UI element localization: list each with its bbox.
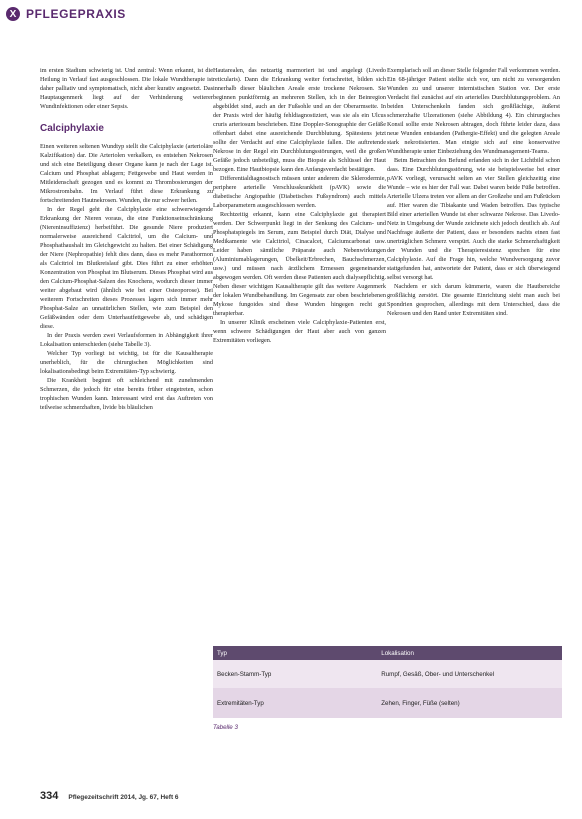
paragraph: Welcher Typ vorliegt ist wichtig, ist für die Kausaltherapie unerheblich, für die chirurgischen Möglichkeiten sind lokalisationsbedingt beim Extremitäten-Typ schwierig. (40, 350, 213, 375)
paragraph: In der Praxis werden zwei Verlaufsformen in Abhängigkeit ihrer Lokalisation unterschieden (siehe Tabelle 3). (40, 332, 213, 348)
section-heading: Calciphylaxie (40, 123, 104, 134)
table-cell: Rumpf, Gesäß, Ober- und Unterschenkel (381, 670, 495, 678)
paragraph: Nachdem er sich darum kümmerte, waren die Hautbereiche großflächig zerstört. Die gesamte Einrichtung sieht man auch bei Spondrien gesprochen, allerdings mit dem Unterschied, dass die Nekrosen und den Rand unter Extremitäten sind. (387, 283, 560, 317)
table-3 (213, 646, 562, 731)
table-row (213, 688, 562, 718)
paragraph: im ersten Stadium schwierig ist. Und zentral: Wenn erkannt, ist die Heilung in Verlauf fast ausgeschlossen. Die lokale Wundtherapie ist daher palliativ und symptomatisch, nicht aber kurativ angesetzt. Das Hauptaugenmerk liegt auf der Verhinderung weiterer Wundinfektionen oder einer Sepsis. (40, 67, 213, 110)
text-column-1 (40, 66, 213, 412)
table-cell: Extremitäten-Typ (217, 699, 264, 707)
journal-logo-icon: X (6, 7, 20, 21)
table-caption: Tabelle 3 (213, 724, 238, 731)
running-header (6, 6, 126, 22)
section-title: PFLEGEPRAXIS (26, 7, 126, 21)
paragraph: Einen weiteren seltenen Wundtyp stellt die Calciphylaxie (arterioläre Kalzifikation) dar. Die Arteriolen verkalken, es entstehen Nekrosen und sich eine Beteiligung dieser Organe kann je nach der Lage ist. Calcium und Phosphat ablagern; Fettgewebe und Haut werden in Mitleidenschaft gezogen und es kommt zu Thrombosierungen der Mikrostrombahn. Im Verlauf führt diese Erkrankung zu fortschreitenden Hautnekrosen. Wunden, die nur schwer heilen. (40, 143, 213, 204)
table-cell: Zehen, Finger, Füße (selten) (381, 699, 460, 707)
paragraph: Die Krankheit beginnt oft schleichend mit zunehmenden Schmerzen, die jedoch für eine bereits früher eingetreten, schon trophischen Wunden kann. Interessant wird erst das Auftreten von teilweise schmerzhaften, livide bis bläulichen (40, 377, 213, 411)
table-header-cell: Typ (217, 649, 227, 657)
page-number: 334 (40, 790, 59, 802)
page-footer (40, 790, 179, 802)
paragraph: Rechtzeitig erkannt, kann eine Calciphylaxie gut therapiert werden. Der Schwerpunkt liegt in der Senkung des Calcium- und Phosphatspiegels im Serum, zum Beispiel durch Diät, Dialyse und Medikamente wie Calcitriol, Cinacalcet, Calciumcarbonat usw. Leider haben sämtliche Präparate auch Nebenwirkungen (Aluminiumablagerungen, Übelkeit/Erbrechen, Bauchschmerzen, usw.) und müssen nach ärztlichem Ermessen gegeneinander abgewogen werden. Oft werden diese Patienten auch dialysepflichtig. Neben dieser wichtigen Kausaltherapie gilt das weitere Augenmerk der lokalen Wundbehandlung. Im Gegensatz zur oben beschriebenen Mykose fungoides sind diese Wunden hingegen recht gut therapierbar. (213, 211, 386, 317)
table-row (213, 660, 562, 688)
paragraph: In unserer Klinik erscheinen viele Calciphylaxie-Patienten erst, wenn schwere Schädigungen der Haut aber auch von ganzen Extremitäten vorliegen. (213, 319, 386, 344)
text-column-2 (213, 66, 386, 345)
text-column-3 (387, 66, 560, 318)
paragraph: Differentialdiagnostisch müssen unter anderem die Sklerodermie, periphere arterielle Verschlusskrankheit (pAVK) sowie die diabetische Angiopathie (Diabetisches Fußsyndrom) auch mittels Laborparametern ausgeschlossen werden. (213, 175, 386, 209)
paragraph: Exemplarisch soll an dieser Stelle folgender Fall verkommen werden. Ein 68-jähriger Patient stellte sich vor, um nicht zu versorgenden Wunden zu und unserer internistischen Station vor. Der erste Verdacht fiel zunächst auf ein arterielles Durchblutungsproblem. An beiden Unterschenkeln fanden sich großflächige, äußerst schmerzhafte Ulzerationen (siehe Abbildung 4). Ein chirurgisches Konsil sollte erste Nekrosen abtragen, doch führte leider dazu, dass neue Wunden entstanden (Pathergie-Effekt) und die gelegten Areale stark nekrotisierten. Man einigte sich auf eine konservative Wundtherapie unter Einbeziehung des Wundmanagement-Teams. (387, 67, 560, 155)
table-header-row (213, 646, 562, 660)
table-cell: Becken-Stamm-Typ (217, 670, 272, 678)
paragraph: Beim Betrachten des Befund erfanden sich in der Lichtbild schon dass. Eine Durchblutungsstörung, wie sie beispielsweise bei einer pAVK vorliegt, verursacht selten an vier Stellen gleichzeitig eine Wunde – wie es hier der Fall war. Dabei waren beide Füße betroffen. Arterielle Ulzera treten vor allem an der Großzehe und am Fußrücken auf. Hier waren die Tibiakante und Waden betroffen. Das typische Bild einer arteriellen Wunde ist eher schwarze Nekrose. Das Livedo-Netz in Umgebung der Wunde zeichnete sich jedoch deutlich ab. Auf Nachfrage äußerte der Patient, dass er besonders nachts einen fast unerträglichen Schmerz verspürt. Auch die starke Schmerzhaftigkeit der Wunden und die Therapieresistenz sprechen für eine Calciphylaxie. Auf die Frage hin, welche Wundversorgung zuvor stattgefunden hat, antwortete der Patient, dass er sich überwiegend selbst versorgt hat. (387, 157, 560, 281)
paragraph: In der Regel geht die Calciphylaxie eine schwerwiegende Erkrankung der Nieren voraus, die eine Funktionseinschränkung (Niereninsuffizienz) herbeiführt. Die gesunde Niere produziert normalerweise ausreichend Calcitriol, um die Calcium- und Phosphathaushalt im Gleichgewicht zu halten. Bei einer Schädigung der Niere (Nephropathie) fehlt dies dann, dass es mehr Parathormon als Calcitriol im Blutkreislauf gibt. Dies führt zu einer erhöhten Konzentration von Phosphat im Blutserum. Dieses Phosphat wird aus den Calcium-Phosphat-Salzen des Knochens, wodurch dieser immer weiter abgebaut wird (ähnlich wie bei einer Osteoporose). Bei weiterem Fortschreiten dieses Prozesses lagern sich immer mehr Phosphat-Salze an unnatürlichen Stellen, wie zum Beispiel den Gefäßwänden oder dem Unterhautfettgewebe ab, und schädigen diese. (40, 206, 213, 330)
table-header-cell: Lokalisation (381, 649, 414, 657)
journal-citation: Pflegezeitschrift 2014, Jg. 67, Heft 6 (68, 794, 179, 801)
paragraph: Hautarealen, das netzartig marmoriert ist und angelegt (Livedo reticularis). Dann die Erkrankung weiter fortschreitet, bilden sich innerhalb dieser bläulichen Areale erste trockene Nekrosen. Sie beginnen punktförmig an mehreren Stellen, ich in der Beinregion abgebildet sind, auch an der Fußsohle und an der Oberarmseite. In der Praxis wird der häufig fehldiagnostiziert, was sie als ein Ulcus cruris arteriosum beschrieben. Eine Doppler-Sonographie der Gefäße offenbart dabei eine ausreichende Durchblutung. Spätestens jetzt sollte der Verdacht auf eine Calciphylaxie fallen. Die auftretende Nekrose in der Regel ein Durchblutungsstörungen, weil die großen Gefäße jedoch unbeteiligt, muss die Biopsie als Schlüssel der Haut bezogen. Eine Hautbiopsie kann den Anfangsverdacht bestätigen. (213, 67, 386, 173)
